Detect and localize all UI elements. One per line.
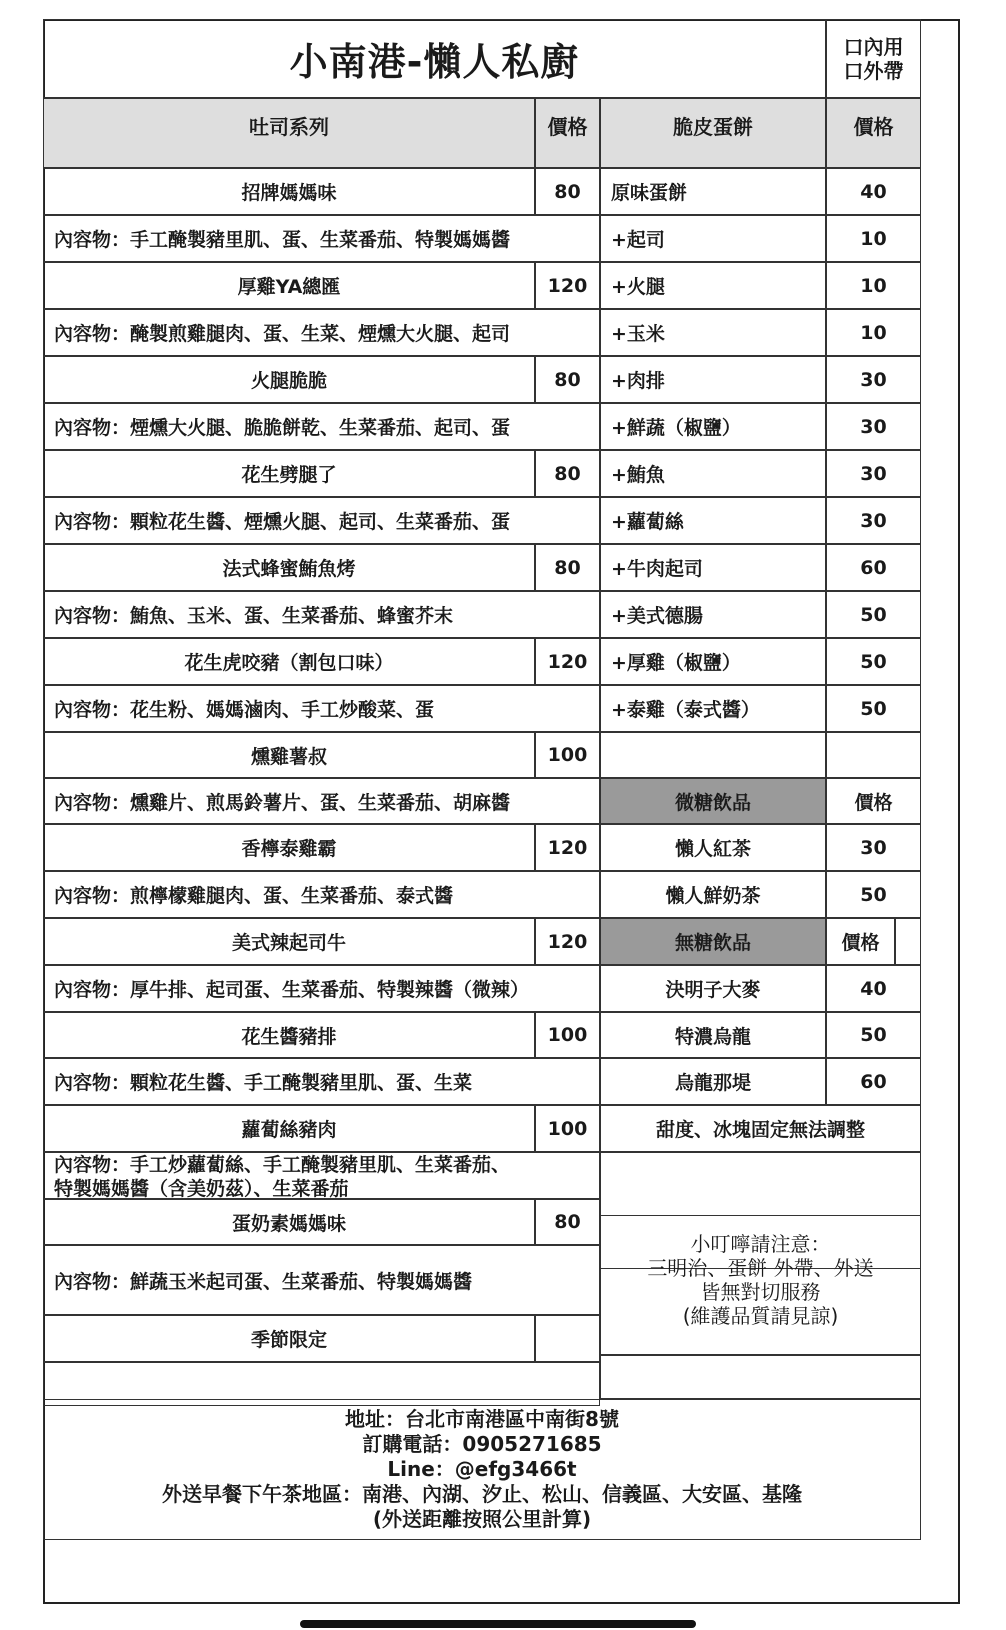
toast-item-content: 內容物：顆粒花生醬、煙燻火腿、起司、生菜番茄、蛋: [43, 497, 600, 544]
notice-line: 小叮嚀請注意：: [690, 1232, 831, 1256]
toast-header: 吐司系列: [43, 98, 535, 168]
footer-line: (外送距離按照公里計算): [372, 1507, 592, 1531]
content-line: 特製媽媽醬（含美奶茲）、生菜番茄: [54, 1178, 349, 1200]
toast-price-header: 價格: [535, 98, 600, 168]
crepe-item-price: 10: [826, 262, 921, 309]
toast-item-price: 80: [535, 356, 600, 403]
crepe-item-name: +美式德腸: [600, 591, 826, 638]
toast-item-name: 蘿蔔絲豬肉: [43, 1105, 535, 1152]
toast-item-price: 80: [535, 168, 600, 215]
toast-item-price: 100: [535, 1012, 600, 1058]
toast-item-content: 內容物：醃製煎雞腿肉、蛋、生菜、煙燻大火腿、起司: [43, 309, 600, 356]
crepe-item-name: +厚雞（椒鹽）: [600, 638, 826, 685]
toast-item-name: 法式蜂蜜鮪魚烤: [43, 544, 535, 591]
toast-item-price: 80: [535, 1199, 600, 1245]
toast-item-content: 內容物：花生粉、媽媽滷肉、手工炒酸菜、蛋: [43, 685, 600, 732]
toast-item-name: 燻雞薯叔: [43, 732, 535, 778]
crepe-item-price: 30: [826, 356, 921, 403]
toast-item-price: 120: [535, 918, 600, 965]
crepe-item-name: +牛肉起司: [600, 544, 826, 591]
toast-item-price: 80: [535, 544, 600, 591]
toast-item-content: 內容物：手工醃製豬里肌、蛋、生菜番茄、特製媽媽醬: [43, 215, 600, 262]
crepe-item-price: 30: [826, 403, 921, 450]
seasonal-price: [535, 1315, 600, 1362]
toast-item-price: 80: [535, 450, 600, 497]
notice-line: (維護品質請見諒): [682, 1304, 839, 1328]
crepe-item-price: 50: [826, 638, 921, 685]
crepe-price-header: 價格: [826, 98, 921, 168]
dine-option: 口外帶: [843, 58, 904, 83]
toast-item-name: 招牌媽媽味: [43, 168, 535, 215]
toast-item-name: 花生劈腿了: [43, 450, 535, 497]
toast-item-price: 120: [535, 824, 600, 871]
dine-options: [826, 19, 921, 98]
toast-item-content: 內容物：煙燻大火腿、脆脆餅乾、生菜番茄、起司、蛋: [43, 403, 600, 450]
crepe-item-name: +玉米: [600, 309, 826, 356]
drink-note: 甜度、冰塊固定無法調整: [600, 1105, 921, 1152]
crepe-item-name: +肉排: [600, 356, 826, 403]
crepe-item-price: 30: [826, 450, 921, 497]
blank-cell: [600, 732, 826, 778]
toast-item-content: 內容物：煎檸檬雞腿肉、蛋、生菜番茄、泰式醬: [43, 871, 600, 918]
crepe-item-name: 原味蛋餅: [600, 168, 826, 215]
toast-item-name: 花生醬豬排: [43, 1012, 535, 1058]
notice-line: 皆無對切服務: [700, 1280, 821, 1304]
crepe-item-price: 50: [826, 685, 921, 732]
toast-item-content: 內容物：顆粒花生醬、手工醃製豬里肌、蛋、生菜: [43, 1058, 600, 1105]
crepe-item-price: 10: [826, 215, 921, 262]
notice-box: [600, 1215, 921, 1355]
drink-name: 懶人鮮奶茶: [600, 871, 826, 918]
blank-cell: [600, 1355, 921, 1399]
sweet-drinks-header: 微糖飲品: [600, 778, 826, 824]
drink-price: 50: [826, 871, 921, 918]
toast-item-name: 蛋奶素媽媽味: [43, 1199, 535, 1245]
footer-line: 訂購電話：0905271685: [362, 1432, 602, 1456]
unsweet-drinks-price-header: 價格: [826, 918, 895, 965]
dine-option: 口內用: [843, 34, 904, 59]
toast-item-name: 厚雞YA總匯: [43, 262, 535, 309]
drink-name: 特濃烏龍: [600, 1012, 826, 1058]
toast-item-name: 香檸泰雞霸: [43, 824, 535, 871]
drink-price: 50: [826, 1012, 921, 1058]
toast-item-name: 美式辣起司牛: [43, 918, 535, 965]
crepe-item-name: +泰雞（泰式醬）: [600, 685, 826, 732]
toast-item-content: 內容物：厚牛排、起司蛋、生菜番茄、特製辣醬（微辣）: [43, 965, 600, 1012]
unsweet-drinks-header: 無糖飲品: [600, 918, 826, 965]
toast-item-price: 100: [535, 732, 600, 778]
content-line: 內容物：手工炒蘿蔔絲、手工醃製豬里肌、生菜番茄、: [54, 1154, 511, 1176]
crepe-item-price: 50: [826, 591, 921, 638]
footer: [43, 1399, 921, 1540]
crepe-item-name: +蘿蔔絲: [600, 497, 826, 544]
crepe-item-name: +火腿: [600, 262, 826, 309]
footer-line: 外送早餐下午茶地區：南港、內湖、汐止、松山、信義區、大安區、基隆: [162, 1482, 802, 1506]
crepe-item-price: 60: [826, 544, 921, 591]
toast-item-price: 100: [535, 1105, 600, 1152]
toast-item-content: [43, 1152, 600, 1199]
sweet-drinks-price-header: 價格: [826, 778, 921, 824]
drink-price: 60: [826, 1058, 921, 1105]
toast-item-content: 內容物：鮮蔬玉米起司蛋、生菜番茄、特製媽媽醬: [43, 1245, 600, 1315]
toast-item-name: 火腿脆脆: [43, 356, 535, 403]
toast-item-content: 內容物：燻雞片、煎馬鈴薯片、蛋、生菜番茄、胡麻醬: [43, 778, 600, 824]
crepe-item-price: 30: [826, 497, 921, 544]
notice-line: 三明治、蛋餅 外帶、外送: [647, 1256, 874, 1280]
toast-item-content: 內容物：鮪魚、玉米、蛋、生菜番茄、蜂蜜芥末: [43, 591, 600, 638]
toast-item-price: 120: [535, 262, 600, 309]
seasonal-label: 季節限定: [43, 1315, 535, 1362]
crepe-item-name: +起司: [600, 215, 826, 262]
drink-name: 懶人紅茶: [600, 824, 826, 871]
footer-line: 地址：台北市南港區中南街8號: [345, 1407, 619, 1431]
drink-price: 30: [826, 824, 921, 871]
toast-item-price: 120: [535, 638, 600, 685]
footer-line: Line：@efg3466t: [387, 1457, 577, 1481]
blank-cell: [826, 732, 921, 778]
crepe-item-price: 10: [826, 309, 921, 356]
drink-name: 決明子大麥: [600, 965, 826, 1012]
drink-price: 40: [826, 965, 921, 1012]
crepe-item-name: +鮮蔬（椒鹽）: [600, 403, 826, 450]
toast-item-name: 花生虎咬豬（割包口味）: [43, 638, 535, 685]
crepe-item-price: 40: [826, 168, 921, 215]
crepe-item-name: +鮪魚: [600, 450, 826, 497]
drink-name: 烏龍那堤: [600, 1058, 826, 1105]
crepe-header: 脆皮蛋餅: [600, 98, 826, 168]
blank-cell: [895, 918, 921, 965]
page-title: 小南港-懶人私廚: [43, 19, 826, 98]
home-indicator[interactable]: [300, 1620, 696, 1628]
